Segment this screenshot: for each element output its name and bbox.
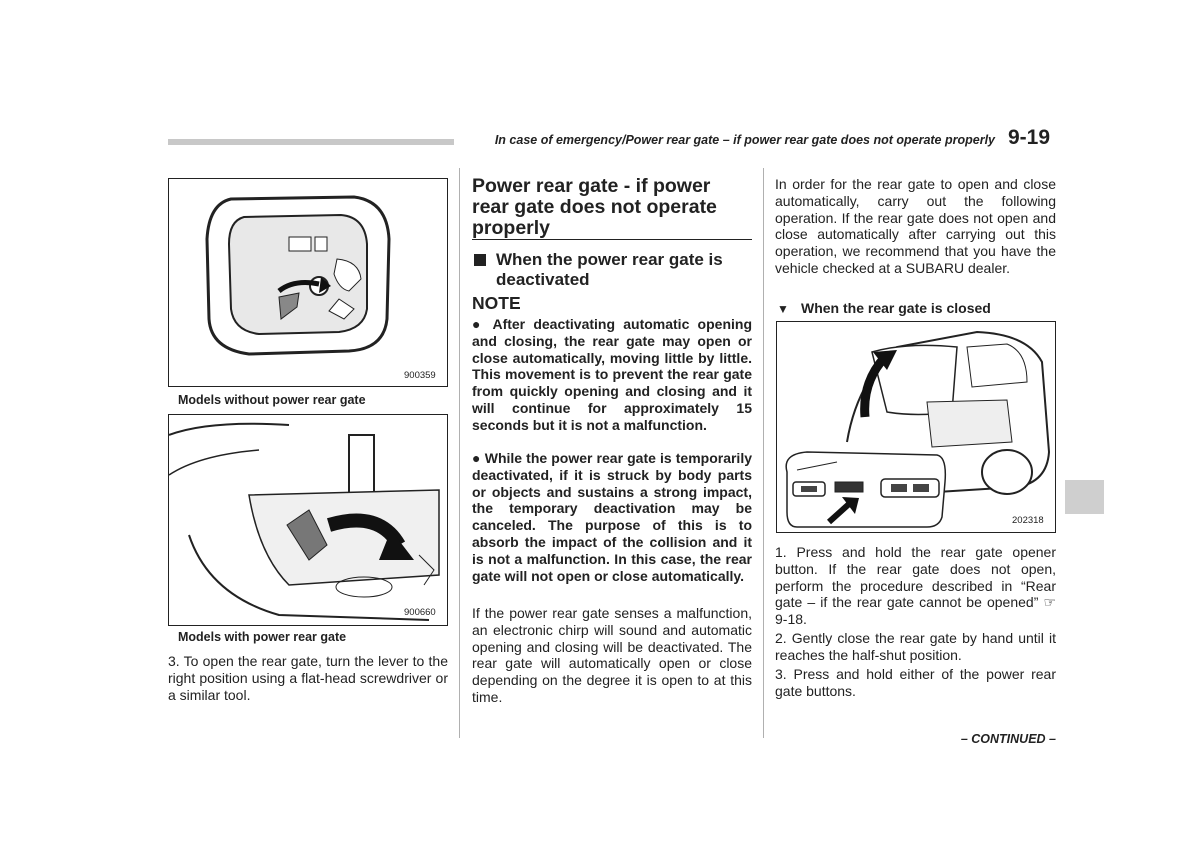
step-3-text: 3. To open the rear gate, turn the lever to the right position using a flat-head screwdriver or a similar tool. (168, 653, 448, 703)
header-bar (168, 139, 454, 145)
note-bullet-1: ● After deactivating automatic opening and closing, the rear gate may open or close automatically, moving little by little. This movement is to prevent the rear gate from quickly opening and closing and it will continue for approximately 15 seconds but it is not a malfunction. (472, 316, 752, 433)
figure-code: 900359 (404, 370, 436, 381)
title-rule (472, 239, 752, 240)
subheading-closed: When the rear gate is closed (801, 300, 991, 316)
intro-paragraph: In order for the rear gate to open and close automatically, carry out the following operation. If the rear gate does not open and close automatically after carrying out this operation, we recommend that you have the vehicle checked at a SUBARU dealer. (775, 176, 1056, 276)
section-title: Power rear gate - if power rear gate does not operate properly (472, 175, 717, 239)
figure-caption: Models with power rear gate (178, 630, 347, 644)
continued-label: – CONTINUED – (960, 732, 1056, 746)
step-2-text: 2. Gently close the rear gate by hand until it reaches the half-shut position. (775, 630, 1056, 663)
chapter-tab (1065, 480, 1104, 514)
step-1-text: 1. Press and hold the rear gate opener button. If the rear gate does not open, perform the procedure described in “Rear gate – if the rear gate cannot be opened” ☞9-18. (775, 544, 1056, 628)
figure-lever-with-power-gate (168, 414, 448, 626)
figure-code: 202318 (1012, 515, 1044, 526)
step-3-right-text: 3. Press and hold either of the power rear gate buttons. (775, 666, 1056, 699)
figure-lever-without-power-gate (168, 178, 448, 387)
running-title: In case of emergency/Power rear gate – if power rear gate does not operate properly (494, 133, 995, 147)
down-triangle-icon: ▼ (777, 302, 789, 316)
figure-caption: Models without power rear gate (178, 393, 366, 407)
note-bullet-2: ● While the power rear gate is temporarily deactivated, if it is struck by body parts or objects and sustains a strong impact, the temporary deactivation may be canceled. The purpose of this is to absorb the impact of the collision and it is not a malfunction. In this case, the rear gate will not open or close automatically. (472, 450, 752, 584)
column-divider-1 (459, 168, 460, 738)
note-label: NOTE (472, 293, 521, 313)
figure-code: 900660 (404, 607, 436, 618)
subsection-title: When the power rear gate is deactivated (496, 250, 723, 289)
page-number: 9-19 (1008, 126, 1051, 149)
figure-rear-gate-buttons (776, 321, 1056, 533)
column-divider-2 (763, 168, 764, 738)
black-square-icon (474, 254, 486, 266)
malfunction-paragraph: If the power rear gate senses a malfunction, an electronic chirp will sound and automatic opening and closing will be deactivated. The rear gate will automatically open or close depending on the degree it is open to at this time. (472, 605, 752, 705)
